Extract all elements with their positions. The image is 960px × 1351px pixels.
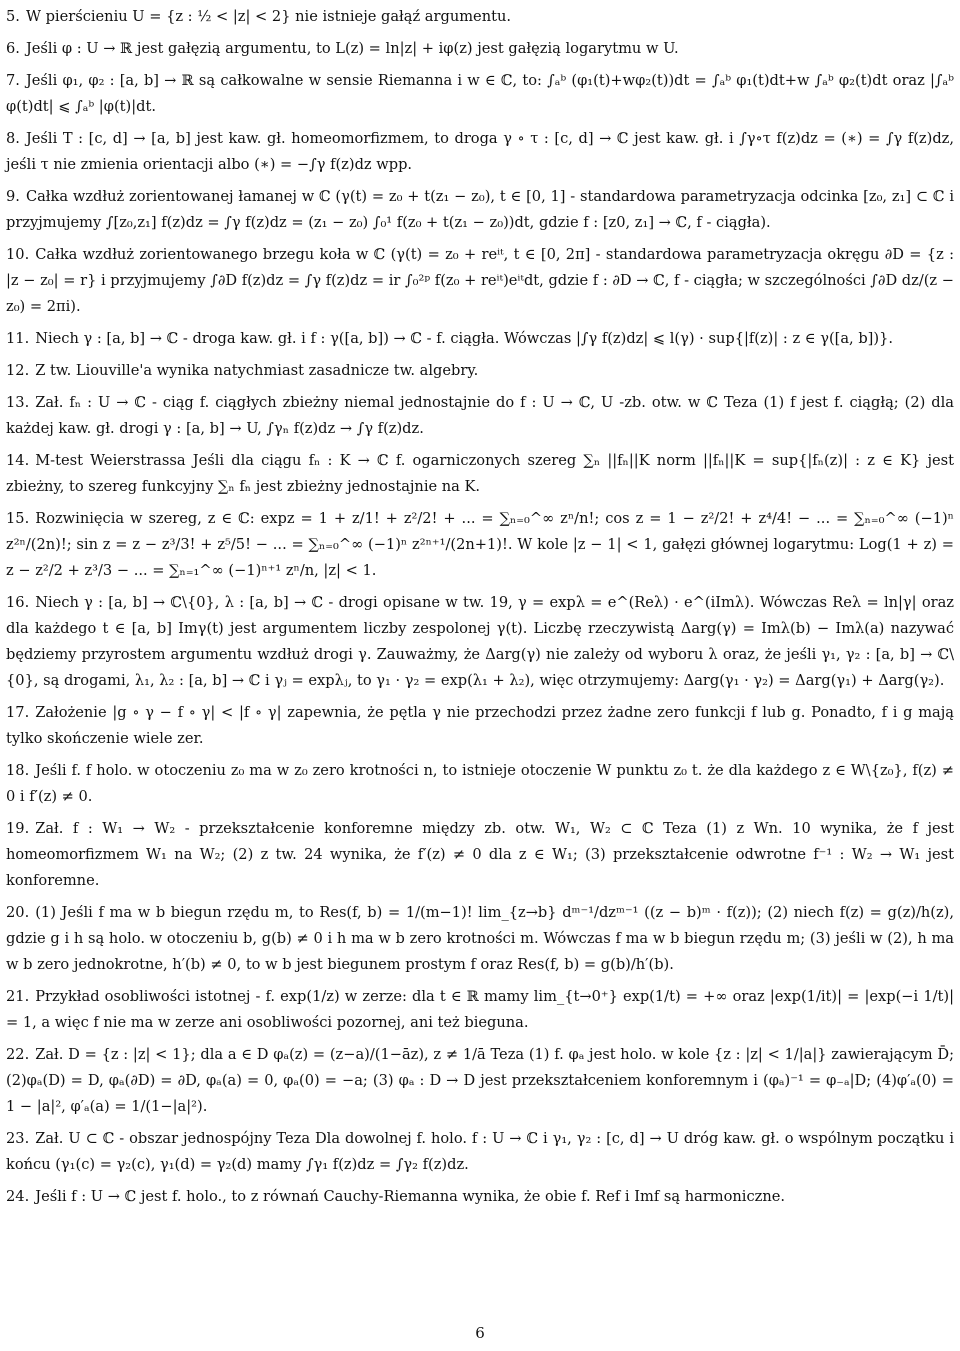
item-number: 15. [6,510,30,527]
item-text: Całka wzdłuż zorientowanego brzegu koła w ℂ (γ(t) = z₀ + reⁱᵗ, t ∈ [0, 2π] - standardowa parametryzacja okręgu ∂D = {z : |z − z₀| = r} i przyjmujemy ∫∂D f(z)dz = ∫γ f(z)dz = ir ∫₀²ᵖ f(z₀ + reⁱᵗ)eⁱᵗdt, gdzie f : ∂D → ℂ, f - ciągła; w szczególności ∫∂D dz/(z − z₀) = 2πi). [6,246,954,315]
item-text: W pierścieniu U = {z : ½ < |z| < 2} nie istnieje gałąź argumentu. [25,8,511,25]
item-number: 20. [6,904,30,921]
item-text: Rozwinięcia w szereg, z ∈ ℂ: expz = 1 + z/1! + z²/2! + ... = ∑ₙ₌₀^∞ zⁿ/n!; cos z = 1 − z²/2! + z⁴/4! − ... = ∑ₙ₌₀^∞ (−1)ⁿ z²ⁿ/(2n)!; sin z = z − z³/3! + z⁵/5! − ... = ∑ₙ₌₀^∞ (−1)ⁿ z²ⁿ⁺¹/(2n+1)!. W kole |z − 1| < 1, gałęzi głównej logarytmu: Log(1 + z) = z − z²/2 + z³/3 − ... = ∑ₙ₌₁^∞ (−1)ⁿ⁺¹ zⁿ/n, |z| < 1. [6,510,954,579]
list-item [6,758,954,810]
list-item [6,242,954,320]
list-item [6,1280,954,1306]
item-text: Zał. fₙ : U → ℂ - ciąg f. ciągłych zbieżny niemal jednostajnie do f : U → ℂ, U -zb. otw. w ℂ Teza (1) f jest f. ciągłą; (2) dla każdej kaw. gł. drogi γ : [a, b] → U, ∫γₙ f(z)dz → ∫γ f(z)dz. [6,394,954,437]
item-number: 11. [6,330,30,347]
item-number: 6. [6,40,20,57]
item-text: Niech γ : [a, b] → ℂ - droga kaw. gł. i f : γ([a, b]) → ℂ - f. ciągła. Wówczas |∫γ f(z)dz| ⩽ l(γ) · sup{|f(z)| : z ∈ γ([a, b])}. [35,330,893,347]
item-number: 13. [6,394,30,411]
list-item [6,506,954,584]
item-number: 14. [6,452,30,469]
list-item [6,816,954,894]
item-text: Zał. D = {z : |z| < 1}; dla a ∈ D φₐ(z) = (z−a)/(1−āz), z ≠ 1/ā Teza (1) f. φₐ jest holo. w kole {z : |z| < 1/|a|} zawierającym D̄; (2)φₐ(D) = D, φₐ(∂D) = ∂D, φₐ(a) = 0, φₐ(0) = −a; (3) φₐ : D → D jest przekształceniem konforemnym i (φₐ)⁻¹ = φ₋ₐ|D; (4)φ′ₐ(0) = 1 − |a|², φ′ₐ(a) = 1/(1−|a|²). [6,1046,954,1115]
list-item [6,590,954,694]
list-item [6,900,954,978]
list-item [6,184,954,236]
list-item [6,1248,954,1274]
list-item [6,4,954,30]
item-text: Jeśli f. f holo. w otoczeniu z₀ ma w z₀ zero krotności n, to istnieje otoczenie W punktu z₀ t. że dla każdego z ∈ W\{z₀}, f(z) ≠ 0 i f′(z) ≠ 0. [6,762,954,805]
list-item [6,1184,954,1210]
list-item [6,68,954,120]
item-text: (1) Jeśli f ma w b biegun rzędu m, to Res(f, b) = 1/(m−1)! lim_{z→b} dᵐ⁻¹/dzᵐ⁻¹ ((z − b)ᵐ · f(z)); (2) niech f(z) = g(z)/h(z), gdzie g i h są holo. w otoczeniu b, g(b) ≠ 0 i h ma w b zero krotności m. Wówczas f ma w b biegun rzędu m; (3) jeśli w (2), h ma w b zero jednokrotne, h′(b) ≠ 0, to w b jest biegunem prostym f oraz Res(f, b) = g(b)/h′(b). [6,904,954,973]
item-text: M-test Weierstrassa Jeśli dla ciągu fₙ : K → ℂ f. ogarniczonych szereg ∑ₙ ||fₙ||K norm ||fₙ||K = sup{|fₙ(z)| : z ∈ K} jest zbieżny, to szereg funkcyjny ∑ₙ fₙ jest zbieżny jednostajnie na K. [6,452,954,495]
list-item [6,390,954,442]
list-item [6,1042,954,1120]
item-number: 10. [6,246,30,263]
list-item [6,984,954,1036]
item-number: 17. [6,704,30,721]
list-item [6,1216,954,1242]
item-number: 9. [6,188,20,205]
item-text: Całka wzdłuż zorientowanej łamanej w ℂ (γ(t) = z₀ + t(z₁ − z₀), t ∈ [0, 1] - standardowa parametryzacja odcinka [z₀, z₁] ⊂ ℂ i przyjmujemy ∫[z₀,z₁] f(z)dz = ∫γ f(z)dz = (z₁ − z₀) ∫₀¹ f(z₀ + t(z₁ − z₀))dt, gdzie f : [z0, z₁] → ℂ, f - ciągła). [6,188,954,231]
item-number: 19. [6,820,30,837]
item-text: Z tw. Liouville'a wynika natychmiast zasadnicze tw. algebry. [35,362,479,379]
item-number: 16. [6,594,30,611]
item-number: 5. [6,8,20,25]
theorem-list [6,4,954,1344]
item-text: Jeśli f : U → ℂ jest f. holo., to z równań Cauchy-Riemanna wynika, że obie f. Ref i Imf są harmoniczne. [35,1188,785,1205]
list-item [6,1126,954,1178]
item-text: Zał. f : W₁ → W₂ - przekształcenie konforemne między zb. otw. W₁, W₂ ⊂ ℂ Teza (1) z Wn. 10 wynika, że f jest homeomorfizmem W₁ na W₂; (2) z tw. 24 wynika, że f′(z) ≠ 0 dla z ∈ W₁; (3) przekształcenie odwrotne f⁻¹ : W₂ → W₁ jest konforemne. [6,820,954,889]
item-number: 12. [6,362,30,379]
item-text: Zał. U ⊂ ℂ - obszar jednospójny Teza Dla dowolnej f. holo. f : U → ℂ i γ₁, γ₂ : [c, d] → U dróg kaw. gł. o wspólnym początku i końcu (γ₁(c) = γ₂(c), γ₁(d) = γ₂(d) mamy ∫γ₁ f(z)dz = ∫γ₂ f(z)dz. [6,1130,954,1173]
item-text: Przykład osobliwości istotnej - f. exp(1/z) w zerze: dla t ∈ ℝ mamy lim_{t→0⁺} exp(1/t) = +∞ oraz |exp(1/it)| = |exp(−i 1/t)| = 1, a więc f nie ma w zerze ani osobliwości pozornej, ani też bieguna. [6,988,954,1031]
list-item [6,326,954,352]
item-number: 23. [6,1130,30,1147]
item-text: Jeśli T : [c, d] → [a, b] jest kaw. gł. homeomorfizmem, to droga γ ∘ τ : [c, d] → ℂ jest kaw. gł. i ∫γ∘τ f(z)dz = (∗) = ∫γ f(z)dz, jeśli τ nie zmienia orientacji albo (∗) = −∫γ f(z)dz wpp. [6,130,954,173]
item-text: Założenie |g ∘ γ − f ∘ γ| < |f ∘ γ| zapewnia, że pętla γ nie przechodzi przez żadne zero funkcji f lub g. Ponadto, f i g mają tylko skończenie wiele zer. [6,704,954,747]
list-item [6,700,954,752]
page-number: 6 [475,1324,485,1342]
item-number: 7. [6,72,20,89]
item-number: 21. [6,988,30,1005]
list-item [6,126,954,178]
item-text: Jeśli φ₁, φ₂ : [a, b] → ℝ są całkowalne w sensie Riemanna i w ∈ ℂ, to: ∫ₐᵇ (φ₁(t)+wφ₂(t))dt = ∫ₐᵇ φ₁(t)dt+w ∫ₐᵇ φ₂(t)dt oraz |∫ₐᵇ φ(t)dt| ⩽ ∫ₐᵇ |φ(t)|dt. [6,72,954,115]
list-item [6,448,954,500]
list-item [6,358,954,384]
item-number: 22. [6,1046,30,1063]
item-text: Jeśli φ : U → ℝ jest gałęzią argumentu, to L(z) = ln|z| + iφ(z) jest gałęzią logarytmu w U. [25,40,679,57]
list-item [6,36,954,62]
item-text: Niech γ : [a, b] → ℂ\{0}, λ : [a, b] → ℂ - drogi opisane w tw. 19, γ = expλ = e^(Reλ) · e^(iImλ). Wówczas Reλ = ln|γ| oraz dla każdego t ∈ [a, b] Imγ(t) jest argumentem liczby zespolonej γ(t). Liczbę rzeczywistą Δarg(γ) = Imλ(b) − Imλ(a) nazywać będziemy przyrostem argumentu wzdłuż drogi γ. Zauważmy, że Δarg(γ) nie zależy od wyboru λ oraz, że jeśli γ₁, γ₂ : [a, b] → ℂ\{0}, są drogami, λ₁, λ₂ : [a, b] → ℂ i γⱼ = expλⱼ, to γ₁ · γ₂ = exp(λ₁ + λ₂), więc otrzymujemy: Δarg(γ₁ · γ₂) = Δarg(γ₁) + Δarg(γ₂). [6,594,954,689]
item-number: 24. [6,1188,30,1205]
item-number: 8. [6,130,20,147]
item-number: 18. [6,762,30,779]
